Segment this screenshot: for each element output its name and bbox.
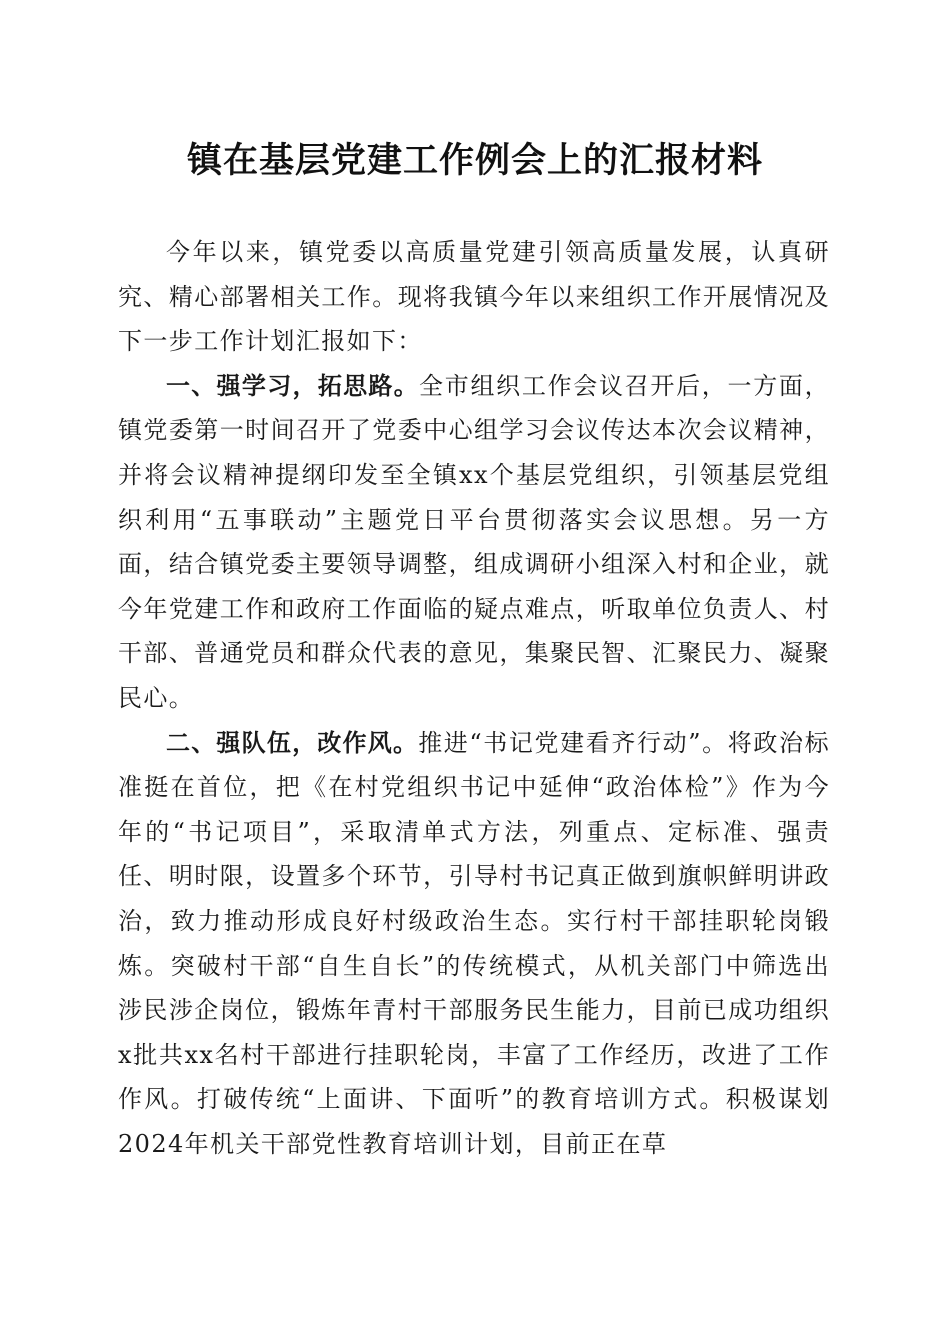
section-two-heading: 二、强队伍，改作风。 [166, 728, 419, 757]
intro-paragraph [118, 230, 830, 364]
section-one-heading: 一、强学习，拓思路。 [166, 371, 420, 400]
section-one-text: 全市组织工作会议召开后，一方面，镇党委第一时间召开了党委中心组学习会议传达本次会议精神，并将会议精神提纲印发至全镇xx个基层党组织，引领基层党组织利用“五事联动”主题党日平台贯彻落实会议思想。另一方面，结合镇党委主要领导调整，组成调研小组深入村和企业，就今年党建工作和政府工作面临的疑点难点，听取单位负责人、村干部、普通党员和群众代表的意见，集聚民智、汇聚民力、凝聚民心。 [118, 371, 831, 712]
intro-paragraph-text: 今年以来，镇党委以高质量党建引领高质量发展，认真研究、精心部署相关工作。现将我镇今年以来组织工作开展情况及下一步工作计划汇报如下： [118, 238, 830, 356]
document-title: 镇在基层党建工作例会上的汇报材料 [186, 140, 763, 181]
section-two-paragraph [118, 721, 830, 1167]
document-body [118, 230, 830, 1166]
section-one-paragraph [118, 364, 830, 721]
section-two-text: 推进“书记党建看齐行动”。将政治标准挺在首位，把《在村党组织书记中延伸“政治体检”》作为今年的“书记项目”，采取清单式方法，列重点、定标准、强责任、明时限，设置多个环节，引导村书记真正做到旗帜鲜明讲政治，致力推动形成良好村级政治生态。实行村干部挂职轮岗锻炼。突破村干部“自生自长”的传统模式，从机关部门中筛选出涉民涉企岗位，锻炼年青村干部服务民生能力，目前已成功组织x批共xx名村干部进行挂职轮岗，丰富了工作经历，改进了工作作风。打破传统“上面讲、下面听”的教育培训方式。积极谋划2024年机关干部党性教育培训计划，目前正在草 [118, 728, 831, 1158]
